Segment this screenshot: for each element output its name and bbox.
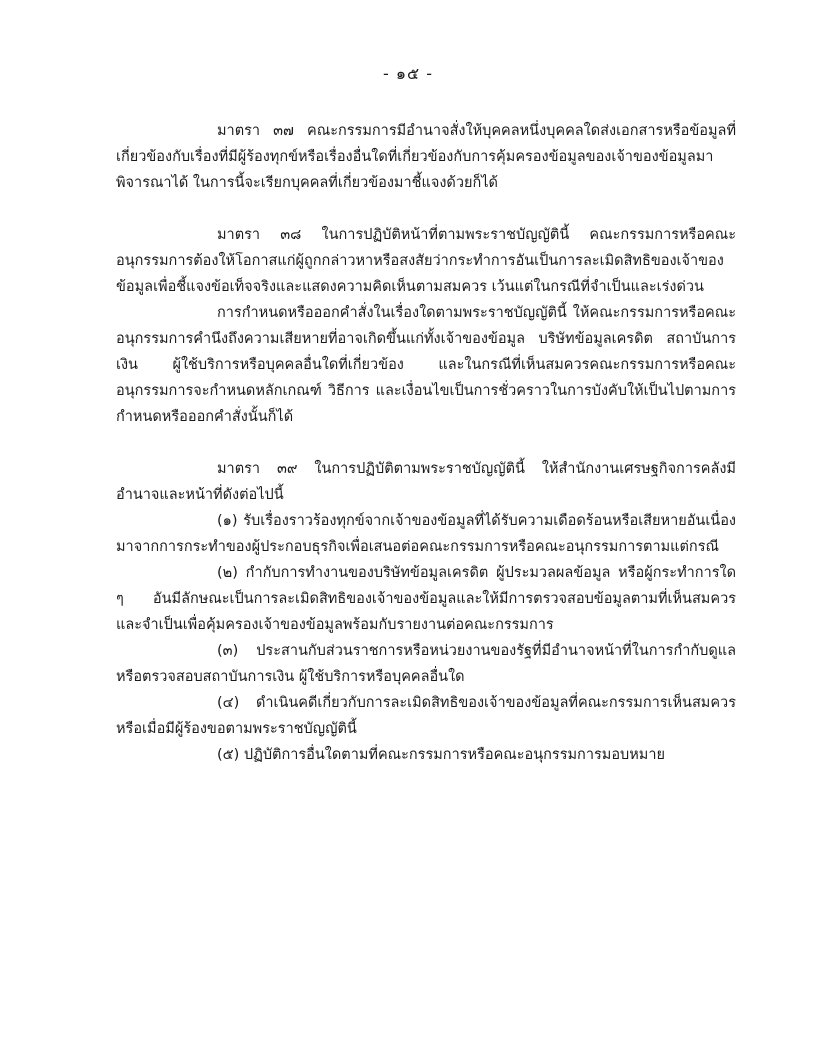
list-item: (๓) ประสานกับส่วนราชการหรือหน่วยงานของรัฐที่มีอำนาจหน้าที่ในการกำกับดูแลหรือตรวจสอบสถาบันการเงิน ผู้ใช้บริการหรือบุคคลอื่นใด <box>116 643 736 685</box>
page-number: - ๑๕ - <box>383 64 433 83</box>
section-38 <box>116 222 736 430</box>
paragraph: การกำหนดหรือออกคำสั่งในเรื่องใดตามพระราชบัญญัตินี้ ให้คณะกรรมการหรือคณะอนุกรรมการคำนึงถึงความเสียหายที่อาจเกิดขึ้นแก่ทั้งเจ้าของข้อมูล บริษัทข้อมูลเครดิต สถาบันการเงิน ผู้ใช้บริการหรือบุคคลอื่นใดที่เกี่ยวข้อง และในกรณีที่เห็นสมควรคณะกรรมการหรือคณะอนุกรรมการจะกำหนดหลักเกณฑ์ วิธีการ และเงื่อนไขเป็นการชั่วคราวในการบังคับให้เป็นไปตามการกำหนดหรือออกคำสั่งนั้นก็ได้ <box>116 305 736 425</box>
section-spacer <box>116 196 736 222</box>
list-item: (๑) รับเรื่องราวร้องทุกข์จากเจ้าของข้อมูลที่ได้รับความเดือดร้อนหรือเสียหายอันเนื่องมาจากการกระทำของผู้ประกอบธุรกิจเพื่อเสนอต่อคณะกรรมการหรือคณะอนุกรรมการตามแต่กรณี <box>116 513 736 555</box>
list-item: (๕) ปฏิบัติการอื่นใดตามที่คณะกรรมการหรือคณะอนุกรรมการมอบหมาย <box>217 747 665 763</box>
section-37 <box>116 118 736 196</box>
section-spacer <box>116 430 736 456</box>
section-39 <box>116 456 736 768</box>
paragraph: มาตรา ๓๙ ในการปฏิบัติตามพระราชบัญญัตินี้ ให้สำนักงานเศรษฐกิจการคลังมีอำนาจและหน้าที่ดังต่อไปนี้ <box>116 461 736 503</box>
list-item: (๒) กำกับการทำงานของบริษัทข้อมูลเครดิต ผู้ประมวลผลข้อมูล หรือผู้กระทำการใด ๆ อันมีลักษณะเป็นการละเมิดสิทธิของเจ้าของข้อมูลและให้มีการตรวจสอบข้อมูลตามที่เห็นสมควรและจำเป็นเพื่อคุ้มครองเจ้าของข้อมูลพร้อมกับรายงานต่อคณะกรรมการ <box>116 565 736 633</box>
document-body <box>116 118 736 768</box>
list-item: (๔) ดำเนินคดีเกี่ยวกับการละเมิดสิทธิของเจ้าของข้อมูลที่คณะกรรมการเห็นสมควรหรือเมื่อมีผู้ร้องขอตามพระราชบัญญัตินี้ <box>116 695 736 737</box>
paragraph: มาตรา ๓๗ คณะกรรมการมีอำนาจสั่งให้บุคคลหนึ่งบุคคลใดส่งเอกสารหรือข้อมูลที่เกี่ยวข้องกับเรื่องที่มีผู้ร้องทุกข์หรือเรื่องอื่นใดที่เกี่ยวข้องกับการคุ้มครองข้อมูลของเจ้าของข้อมูลมาพิจารณาได้ ในการนี้จะเรียกบุคคลที่เกี่ยวข้องมาชี้แจงด้วยก็ได้ <box>116 123 736 191</box>
paragraph: มาตรา ๓๘ ในการปฏิบัติหน้าที่ตามพระราชบัญญัตินี้ คณะกรรมการหรือคณะอนุกรรมการต้องให้โอกาสแก่ผู้ถูกกล่าวหาหรือสงสัยว่ากระทำการอันเป็นการละเมิดสิทธิของเจ้าของข้อมูลเพื่อชี้แจงข้อเท็จจริงและแสดงความคิดเห็นตามสมควร เว้นแต่ในกรณีที่จำเป็นและเร่งด่วน <box>116 227 736 295</box>
